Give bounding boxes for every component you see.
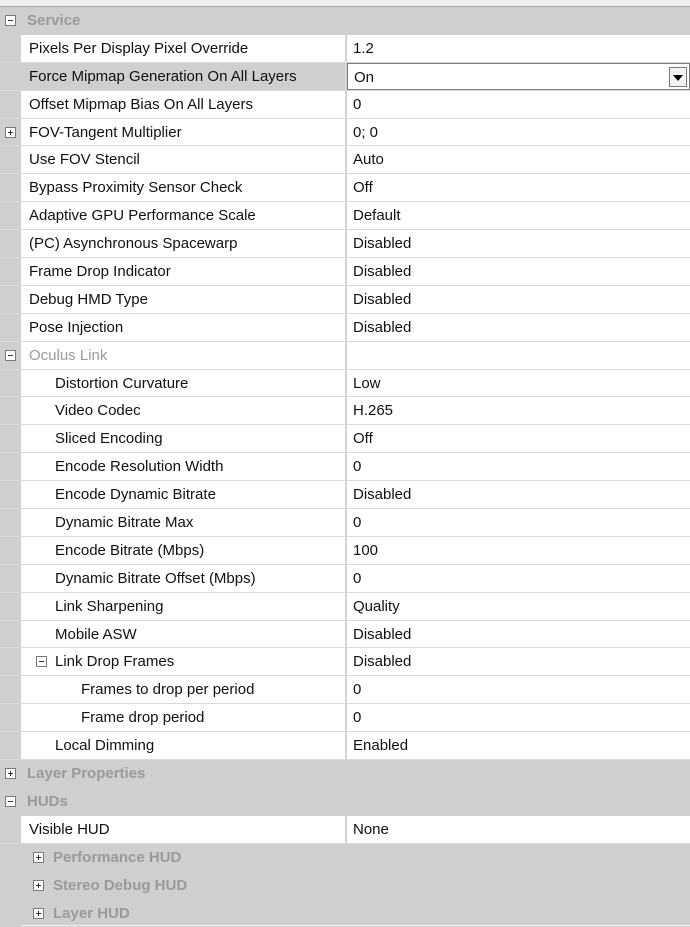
property-label: Link Sharpening (55, 593, 163, 620)
property-row-async-spacewarp[interactable] (0, 230, 690, 258)
property-value[interactable]: Disabled (353, 314, 411, 341)
property-value[interactable]: Low (353, 370, 381, 397)
property-row-distortion-curvature[interactable] (0, 370, 690, 398)
property-row-fov-stencil[interactable] (0, 146, 690, 174)
stereo-debug-hud-title: Stereo Debug HUD (53, 872, 187, 899)
property-row-offset-mipmap[interactable] (0, 91, 690, 119)
property-label: Pixels Per Display Pixel Override (29, 35, 248, 62)
property-label: Debug HMD Type (29, 286, 148, 313)
property-row-debug-hmd[interactable] (0, 286, 690, 314)
force-mipmap-select[interactable] (347, 63, 690, 90)
property-grid (0, 6, 690, 925)
expand-icon[interactable] (33, 908, 44, 919)
property-value[interactable]: 100 (353, 537, 378, 564)
section-layer-properties[interactable] (0, 760, 690, 788)
property-row-frame-drop-period[interactable] (0, 704, 690, 732)
property-value[interactable]: Disabled (353, 286, 411, 313)
property-label: Distortion Curvature (55, 370, 188, 397)
expand-icon[interactable] (5, 768, 16, 779)
property-label: Local Dimming (55, 732, 154, 759)
property-row-encode-bitrate[interactable] (0, 537, 690, 565)
property-value[interactable]: 0 (353, 704, 361, 731)
property-value[interactable]: Off (353, 174, 373, 201)
property-row-dynamic-bitrate-max[interactable] (0, 509, 690, 537)
collapse-icon[interactable] (5, 15, 16, 26)
property-value[interactable]: Auto (353, 146, 384, 173)
collapse-icon[interactable] (5, 796, 16, 807)
property-label: FOV-Tangent Multiplier (29, 119, 182, 146)
property-row-video-codec[interactable] (0, 397, 690, 425)
property-row-force-mipmap[interactable] (0, 63, 690, 91)
property-row-dynamic-bitrate-offset[interactable] (0, 565, 690, 593)
property-value[interactable]: None (353, 816, 389, 843)
property-value[interactable]: Disabled (353, 648, 411, 675)
section-service[interactable] (0, 7, 690, 35)
property-row-pose-injection[interactable] (0, 314, 690, 342)
property-label: Offset Mipmap Bias On All Layers (29, 91, 253, 118)
property-label: (PC) Asynchronous Spacewarp (29, 230, 237, 257)
property-label: Frame Drop Indicator (29, 258, 171, 285)
property-label: Dynamic Bitrate Offset (Mbps) (55, 565, 256, 592)
section-huds-title: HUDs (27, 788, 68, 815)
property-value[interactable]: 0; 0 (353, 119, 378, 146)
section-service-title: Service (27, 7, 80, 34)
expand-icon[interactable] (5, 127, 16, 138)
property-row-sliced-encoding[interactable] (0, 425, 690, 453)
expand-icon[interactable] (33, 880, 44, 891)
property-label: Pose Injection (29, 314, 123, 341)
property-value[interactable]: Enabled (353, 732, 408, 759)
category-oculus-link-title: Oculus Link (29, 342, 107, 369)
property-label: Bypass Proximity Sensor Check (29, 174, 242, 201)
property-label: Frame drop period (81, 704, 204, 731)
property-value[interactable]: 0 (353, 676, 361, 703)
property-value[interactable]: Disabled (353, 230, 411, 257)
property-value[interactable]: Default (353, 202, 401, 229)
property-row-adaptive-gpu[interactable] (0, 202, 690, 230)
property-row-frame-drop-indicator[interactable] (0, 258, 690, 286)
property-label: Adaptive GPU Performance Scale (29, 202, 256, 229)
property-value: On (354, 64, 374, 90)
category-layer-hud[interactable] (0, 900, 690, 927)
performance-hud-title: Performance HUD (53, 844, 181, 871)
property-row-visible-hud[interactable] (0, 816, 690, 844)
property-row-frames-to-drop[interactable] (0, 676, 690, 704)
property-value[interactable]: 0 (353, 453, 361, 480)
property-row-bypass-proximity[interactable] (0, 174, 690, 202)
property-value[interactable]: Quality (353, 593, 400, 620)
category-performance-hud[interactable] (0, 844, 690, 872)
property-row-encode-resolution-width[interactable] (0, 453, 690, 481)
property-row-link-sharpening[interactable] (0, 593, 690, 621)
dropdown-arrow-icon[interactable] (669, 67, 687, 87)
property-label: Sliced Encoding (55, 425, 163, 452)
category-oculus-link[interactable] (0, 342, 690, 370)
property-label: Video Codec (55, 397, 141, 424)
property-value[interactable]: Disabled (353, 481, 411, 508)
property-value[interactable]: H.265 (353, 397, 393, 424)
property-label: Encode Bitrate (Mbps) (55, 537, 204, 564)
property-row-local-dimming[interactable] (0, 732, 690, 760)
property-value[interactable]: Off (353, 425, 373, 452)
property-label: Dynamic Bitrate Max (55, 509, 193, 536)
property-label: Encode Dynamic Bitrate (55, 481, 216, 508)
expand-icon[interactable] (33, 852, 44, 863)
property-label: Mobile ASW (55, 621, 137, 648)
property-row-encode-dynamic-bitrate[interactable] (0, 481, 690, 509)
property-label: Use FOV Stencil (29, 146, 140, 173)
property-label: Link Drop Frames (55, 648, 174, 675)
property-row-pixels-per-display[interactable] (0, 35, 690, 63)
collapse-icon[interactable] (5, 350, 16, 361)
property-row-fov-tangent[interactable] (0, 119, 690, 147)
property-row-mobile-asw[interactable] (0, 621, 690, 649)
property-label: Encode Resolution Width (55, 453, 223, 480)
property-value[interactable]: 0 (353, 91, 361, 118)
property-value[interactable]: 0 (353, 509, 361, 536)
section-huds[interactable] (0, 788, 690, 816)
property-label: Visible HUD (29, 816, 110, 843)
section-layer-properties-title: Layer Properties (27, 760, 145, 787)
property-value[interactable]: Disabled (353, 258, 411, 285)
property-value[interactable]: 1.2 (353, 35, 374, 62)
property-row-link-drop-frames[interactable] (0, 648, 690, 676)
property-label: Force Mipmap Generation On All Layers (29, 63, 297, 90)
collapse-icon[interactable] (36, 656, 47, 667)
property-value[interactable]: 0 (353, 565, 361, 592)
property-label: Frames to drop per period (81, 676, 254, 703)
category-stereo-debug-hud[interactable] (0, 872, 690, 900)
layer-hud-title: Layer HUD (53, 900, 130, 927)
property-value[interactable]: Disabled (353, 621, 411, 648)
